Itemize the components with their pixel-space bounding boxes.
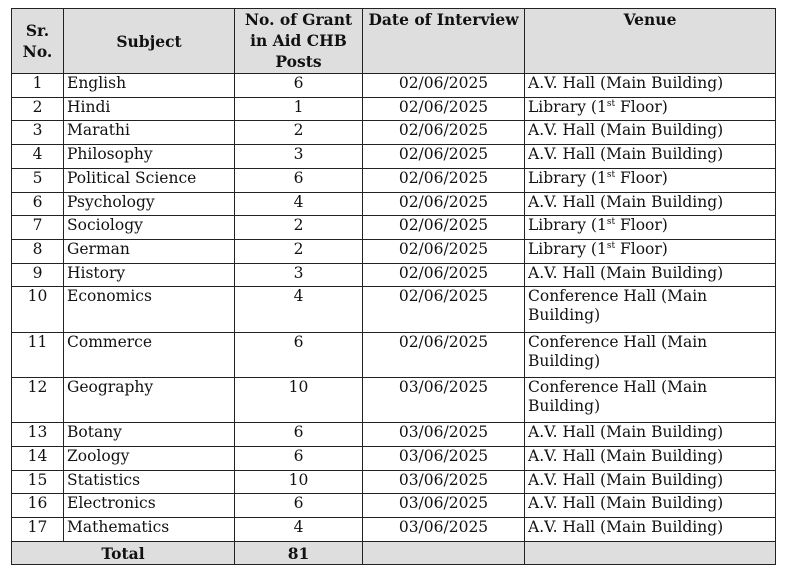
- cell-date: 03/06/2025: [363, 447, 525, 471]
- total-venue-empty: [525, 542, 776, 565]
- table-row: [12, 378, 776, 423]
- cell-sr-no: 8: [12, 239, 64, 263]
- cell-date: 02/06/2025: [363, 168, 525, 192]
- cell-sr-no: 11: [12, 332, 64, 377]
- cell-posts: 6: [235, 168, 363, 192]
- cell-posts: 6: [235, 74, 363, 98]
- cell-sr-no: 16: [12, 494, 64, 518]
- cell-venue: Conference Hall (Main Building): [525, 287, 776, 332]
- cell-venue: [525, 97, 776, 121]
- cell-date: 03/06/2025: [363, 470, 525, 494]
- cell-sr-no: 2: [12, 97, 64, 121]
- cell-subject: History: [64, 263, 235, 287]
- table-row: [12, 423, 776, 447]
- cell-sr-no: 5: [12, 168, 64, 192]
- cell-subject: Political Science: [64, 168, 235, 192]
- venue-floor-superscript: st: [606, 240, 616, 251]
- cell-date: 03/06/2025: [363, 494, 525, 518]
- header-date: Date of Interview: [363, 9, 525, 74]
- cell-date: 02/06/2025: [363, 216, 525, 240]
- cell-posts: 1: [235, 97, 363, 121]
- cell-venue: A.V. Hall (Main Building): [525, 447, 776, 471]
- cell-posts: 3: [235, 263, 363, 287]
- cell-sr-no: 1: [12, 74, 64, 98]
- cell-date: 03/06/2025: [363, 423, 525, 447]
- venue-text: Library (1: [528, 239, 607, 258]
- cell-venue: [525, 168, 776, 192]
- cell-venue: Conference Hall (Main Building): [525, 332, 776, 377]
- cell-subject: Mathematics: [64, 518, 235, 542]
- table-row: [12, 74, 776, 98]
- cell-venue: A.V. Hall (Main Building): [525, 470, 776, 494]
- header-sr-no: Sr. No.: [12, 9, 64, 74]
- cell-subject: Philosophy: [64, 145, 235, 169]
- cell-date: 02/06/2025: [363, 263, 525, 287]
- cell-sr-no: 3: [12, 121, 64, 145]
- cell-posts: 6: [235, 494, 363, 518]
- cell-venue: A.V. Hall (Main Building): [525, 423, 776, 447]
- cell-subject: Marathi: [64, 121, 235, 145]
- cell-subject: Sociology: [64, 216, 235, 240]
- table-row: [12, 192, 776, 216]
- cell-posts: 3: [235, 145, 363, 169]
- cell-venue: A.V. Hall (Main Building): [525, 192, 776, 216]
- venue-text: Library (1: [528, 216, 607, 235]
- cell-posts: 4: [235, 192, 363, 216]
- cell-date: 02/06/2025: [363, 97, 525, 121]
- cell-date: 02/06/2025: [363, 287, 525, 332]
- cell-subject: Zoology: [64, 447, 235, 471]
- table-row: [12, 470, 776, 494]
- cell-date: 02/06/2025: [363, 192, 525, 216]
- venue-text-suffix: Floor): [615, 97, 668, 116]
- cell-sr-no: 15: [12, 470, 64, 494]
- cell-posts: 6: [235, 423, 363, 447]
- cell-posts: 10: [235, 378, 363, 423]
- header-venue: Venue: [525, 9, 776, 74]
- cell-sr-no: 17: [12, 518, 64, 542]
- table-row: [12, 447, 776, 471]
- cell-date: 02/06/2025: [363, 121, 525, 145]
- cell-venue: A.V. Hall (Main Building): [525, 145, 776, 169]
- cell-date: 02/06/2025: [363, 74, 525, 98]
- table-row: [12, 287, 776, 332]
- total-date-empty: [363, 542, 525, 565]
- header-subject: Subject: [64, 9, 235, 74]
- cell-date: 02/06/2025: [363, 239, 525, 263]
- cell-venue: A.V. Hall (Main Building): [525, 121, 776, 145]
- cell-sr-no: 4: [12, 145, 64, 169]
- cell-date: 03/06/2025: [363, 378, 525, 423]
- cell-venue: A.V. Hall (Main Building): [525, 518, 776, 542]
- header-posts: No. of Grant in Aid CHB Posts: [235, 9, 363, 74]
- table-row: [12, 332, 776, 377]
- cell-venue: [525, 216, 776, 240]
- table-row: [12, 518, 776, 542]
- venue-floor-superscript: st: [606, 217, 616, 228]
- cell-subject: Electronics: [64, 494, 235, 518]
- table-row: [12, 239, 776, 263]
- venue-floor-superscript: st: [606, 98, 616, 109]
- cell-date: 02/06/2025: [363, 332, 525, 377]
- cell-subject: English: [64, 74, 235, 98]
- venue-text-suffix: Floor): [615, 168, 668, 187]
- table-row: [12, 494, 776, 518]
- cell-sr-no: 14: [12, 447, 64, 471]
- cell-subject: Geography: [64, 378, 235, 423]
- cell-posts: 6: [235, 447, 363, 471]
- venue-text: Library (1: [528, 168, 607, 187]
- cell-sr-no: 13: [12, 423, 64, 447]
- cell-posts: 4: [235, 287, 363, 332]
- cell-date: 02/06/2025: [363, 145, 525, 169]
- table-row: [12, 263, 776, 287]
- cell-subject: Economics: [64, 287, 235, 332]
- table-row: [12, 121, 776, 145]
- cell-sr-no: 10: [12, 287, 64, 332]
- cell-venue: Conference Hall (Main Building): [525, 378, 776, 423]
- cell-subject: German: [64, 239, 235, 263]
- cell-subject: Commerce: [64, 332, 235, 377]
- cell-posts: 2: [235, 239, 363, 263]
- cell-sr-no: 7: [12, 216, 64, 240]
- cell-posts: 2: [235, 121, 363, 145]
- cell-subject: Botany: [64, 423, 235, 447]
- table-row: [12, 97, 776, 121]
- interview-schedule-table: [11, 8, 776, 565]
- cell-sr-no: 12: [12, 378, 64, 423]
- total-row: [12, 542, 776, 565]
- cell-venue: [525, 239, 776, 263]
- cell-subject: Psychology: [64, 192, 235, 216]
- table-row: [12, 168, 776, 192]
- cell-venue: A.V. Hall (Main Building): [525, 263, 776, 287]
- venue-text: Library (1: [528, 97, 607, 116]
- cell-subject: Hindi: [64, 97, 235, 121]
- cell-sr-no: 6: [12, 192, 64, 216]
- total-label: Total: [12, 542, 235, 565]
- cell-subject: Statistics: [64, 470, 235, 494]
- total-posts: 81: [235, 542, 363, 565]
- venue-text-suffix: Floor): [615, 239, 668, 258]
- cell-posts: 6: [235, 332, 363, 377]
- table-row: [12, 216, 776, 240]
- venue-text-suffix: Floor): [615, 216, 668, 235]
- header-row: [12, 9, 776, 74]
- cell-venue: A.V. Hall (Main Building): [525, 494, 776, 518]
- table-body: [12, 74, 776, 542]
- cell-date: 03/06/2025: [363, 518, 525, 542]
- cell-sr-no: 9: [12, 263, 64, 287]
- cell-posts: 2: [235, 216, 363, 240]
- table-row: [12, 145, 776, 169]
- cell-venue: A.V. Hall (Main Building): [525, 74, 776, 98]
- cell-posts: 10: [235, 470, 363, 494]
- venue-floor-superscript: st: [606, 169, 616, 180]
- cell-posts: 4: [235, 518, 363, 542]
